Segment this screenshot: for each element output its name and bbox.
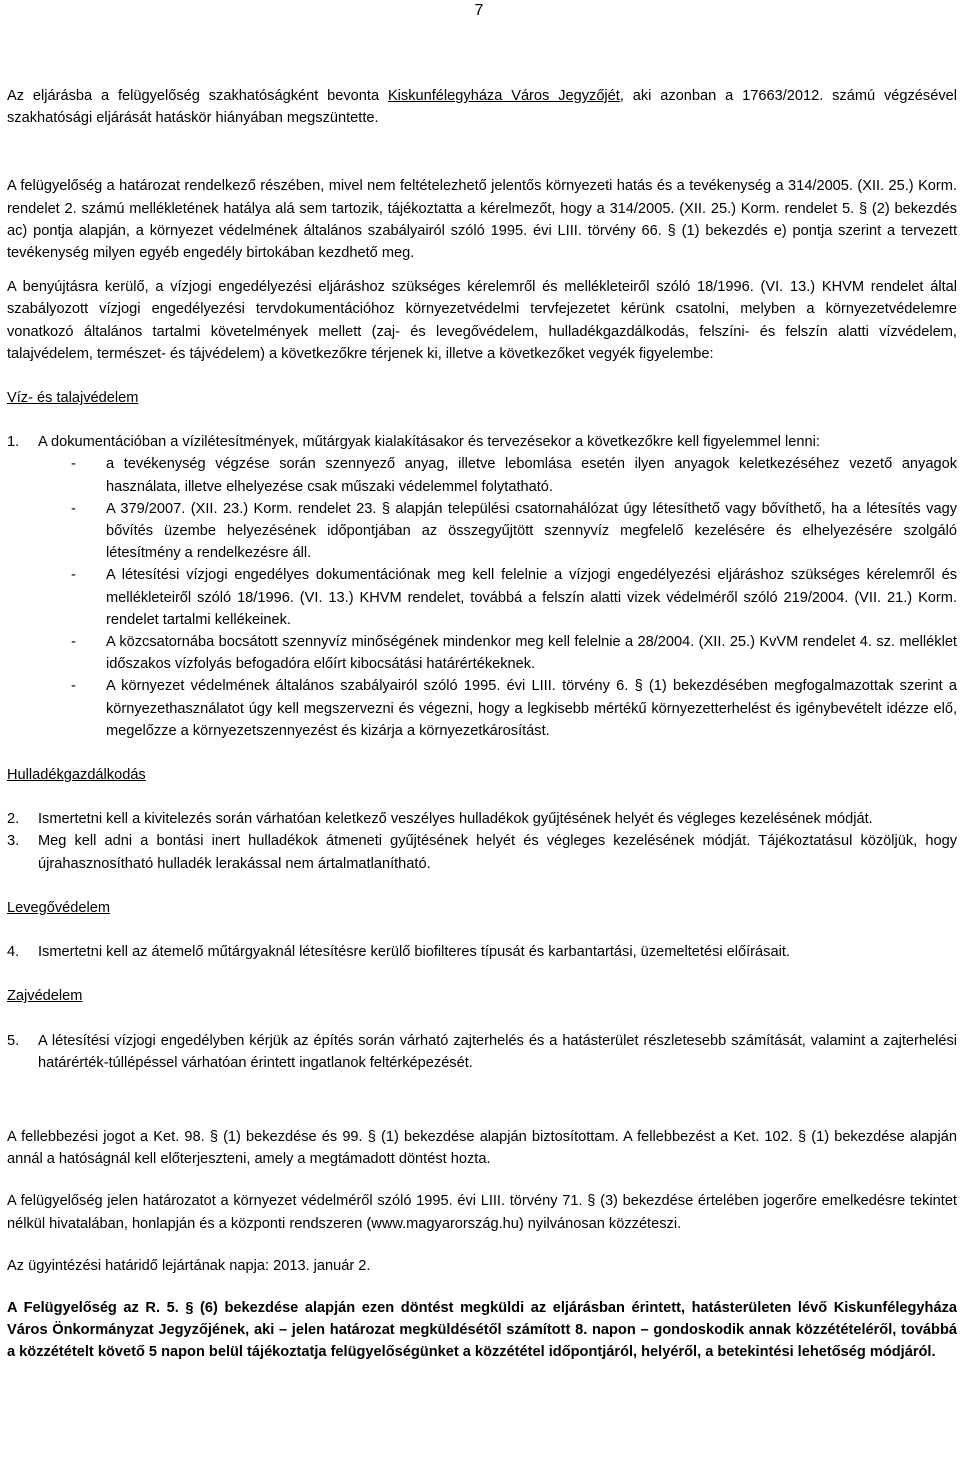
item-text: Ismertetni kell a kivitelezés során várhatóan keletkező veszélyes hulladékok gyűjtésének helyét és végleges kezelésének módját. (38, 811, 873, 828)
paragraph-decision: A felügyelőség a határozat rendelkező részében, mivel nem feltételezhető jelentős környezeti hatás és a tevékenység a 314/2005. (XII. 25.) Korm. rendelet 2. számú mellékletének hatálya alá sem tartozik, tájékoztatta a kérelmezőt, hogy a 314/2005. (XII. 25.) Korm. rendelet 5. § (2) bekezdés ac) pontja alapján, a környezet védelmének általános szabályairól szóló 1995. évi LIII. törvény 66. § (1) bekezdés e) pontja szerint a tervezett tevékenység milyen egyéb engedély birtokában kezdhető meg. (7, 178, 957, 262)
water-soil-sublist (7, 453, 957, 742)
sub-list-item: - A létesítési vízjogi engedélyes dokumentációnak meg kell felelnie a vízjogi engedélyezési eljáráshoz szükséges kérelemről és mellékleteiről szóló 18/1996. (VI. 13.) KHVM rendelet, továbbá a felszín alatti vizek védelméről szóló 219/2004. (VII. 21.) Korm. rendelet tartalmi kellékeinek. (71, 567, 957, 628)
air-list (7, 941, 957, 963)
section-heading-waste: Hulladékgazdálkodás (7, 767, 146, 784)
item-number: 2. (7, 811, 20, 828)
list-item (7, 830, 957, 874)
item-number: 4. (7, 944, 20, 961)
list-item (7, 431, 957, 453)
item-number: 5. (7, 1032, 20, 1049)
paragraph-jurisdiction: Az eljárásba a felügyelőség szakhatóságként bevonta Kiskunfélegyháza Város Jegyzőjét, aki azonban a 17663/2012. számú végzésével szakhatósági eljárását hatáskör hiányában megszüntette. (7, 88, 957, 127)
section-heading-water-soil: Víz- és talajvédelem (7, 390, 139, 407)
paragraph-publication: A felügyelőség jelen határozatot a környezet védelméről szóló 1995. évi LIII. törvény 71. § (3) bekezdése értelében jogerőre emelkedésre tekintet nélkül hivatalában, honlapján és a központi rendszeren (www.magyarország.hu) nyilvánosan közzéteszi. (7, 1193, 957, 1232)
water-soil-list (7, 431, 957, 453)
item-text: A létesítési vízjogi engedélyben kérjük az építés során várható zajterhelés és a hatásterület részletesebb számítását, valamint a zajterhelési határérték-túllépéssel várhatóan érintett ingatlanok feltérképezését. (38, 1032, 957, 1071)
waste-list (7, 808, 957, 875)
paragraph-appeal: A fellebbezési jogot a Ket. 98. § (1) bekezdése és 99. § (1) bekezdése alapján biztosítottam. A fellebbezést a Ket. 102. § (1) bekezdése alapján annál a hatóságnál kell előterjeszteni, amely a megtámadott döntést hozta. (7, 1128, 957, 1168)
sub-list-item: - a tevékenység végzése során szennyező anyag, illetve lebomlása esetén ilyen anyagok keletkezéséhez vezető anyagok használata, illetve elhelyezése csak műszaki védelemmel folytatható. (71, 456, 957, 495)
sub-list-item: - A 379/2007. (XII. 23.) Korm. rendelet 23. § alapján települési csatornahálózat úgy létesíthető vagy bővíthető, ha a létesítés vagy bővítés üzembe helyezésének időpontjában az összegyűjtött szennyvíz megfelelő kezelésére és elhelyezésére szolgáló létesítmény a rendelkezésre áll. (71, 500, 957, 562)
notary-link: Kiskunfélegyháza Város Jegyzőjét (387, 88, 620, 104)
paragraph-deadline: Az ügyintézési határidő lejártának napja: 2013. január 2. (7, 1257, 371, 1274)
noise-list (7, 1030, 957, 1074)
list-item (7, 808, 957, 830)
sub-list-item: - A közcsatornába bocsátott szennyvíz minőségének mindenkor meg kell felelnie a 28/2004. (XII. 25.) KvVM rendelet 4. sz. melléklet időszakos vízfolyás befogadóra előírt kibocsátási határértékeknek. (71, 634, 957, 673)
item-text: Ismertetni kell az átemelő műtárgyaknál létesítésre kerülő biofilteres típusát és karbantartási, üzemeltetési előírásait. (38, 944, 790, 961)
paragraph-requirements: A benyújtásra kerülő, a vízjogi engedélyezési eljáráshoz szükséges kérelemről és mellékleteiről szóló 18/1996. (VI. 13.) KHVM rendelet által szabályozott vízjogi engedélyezési tervdokumentációhoz környezetvédelmi tervfejezetet kérünk csatolni, melyben a környezetvédelemre vonatkozó általános tartalmi követelmények mellett (zaj- és levegővédelem, hulladékgazdálkodás, felszíni- és felszín alatti vízvédelem, talajvédelem, természet- és tájvédelem) a következőkre térjenek ki, illetve a következőket vegyék figyelembe: (7, 279, 957, 362)
item-number: 1. (7, 434, 20, 451)
item-text: A dokumentációban a vízilétesítmények, műtárgyak kialakításakor és tervezésekor a következőkre kell figyelemmel lenni: (38, 434, 820, 451)
item-number: 3. (7, 833, 20, 850)
section-heading-noise: Zajvédelem (7, 988, 83, 1005)
sub-list-item: - A környezet védelmének általános szabályairól szóló 1995. évi LIII. törvény 6. § (1) bekezdésében megfogalmazottak szerint a környezethasználatot úgy kell megszervezni és végezni, hogy a legkisebb mértékű környezetterhelést és igénybevételt idézze elő, megelőzze a környezetszennyezést és kizárja a környezetkárosítást. (71, 678, 957, 739)
section-heading-air: Levegővédelem (7, 899, 111, 916)
item-text: Meg kell adni a bontási inert hulladékok átmeneti gyűjtésének helyét és végleges kezelésének módját. Tájékoztatásul közöljük, hogy újrahasznosítható hulladék lerakással nem ártalmatlanítható. (38, 833, 957, 872)
list-item (7, 941, 957, 963)
document-body (7, 0, 957, 1364)
paragraph-notification: A Felügyelőség az R. 5. § (6) bekezdése alapján ezen döntést megküldi az eljárásban érintett, hatásterületen lévő Kiskunfélegyháza Város Önkormányzat Jegyzőjének, aki – jelen határozat megküldésétől számított 8. napon – gondoskodik annak közzétételéről, továbbá a közzétételt követő 5 napon belül tájékoztatja felügyelőségünket a közzététel időpontjáról, helyéről, a betekintési lehetőség módjáról. (7, 1299, 957, 1361)
page-number: 7 (474, 2, 484, 19)
list-item (7, 1030, 957, 1074)
